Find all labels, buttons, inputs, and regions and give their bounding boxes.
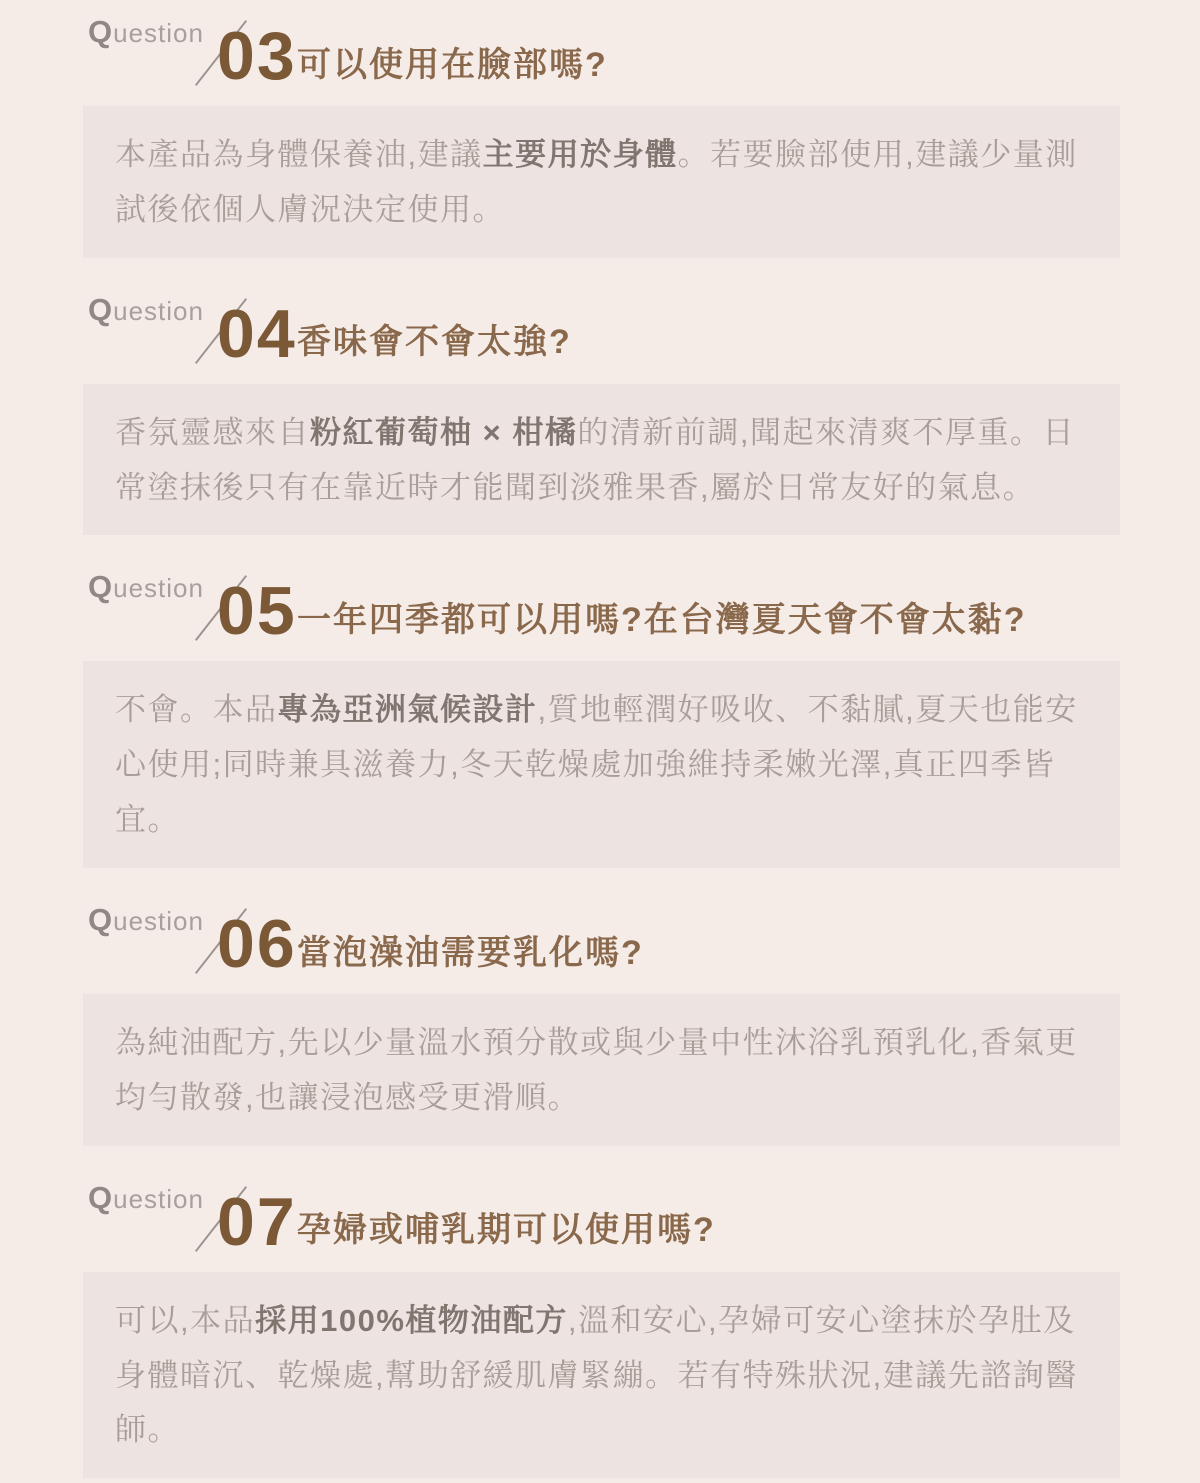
answer-panel bbox=[83, 106, 1120, 258]
question-label bbox=[88, 1180, 204, 1216]
question-label bbox=[88, 902, 204, 938]
answer-segment: 。若要臉部使用,建議少量測試後依個人膚況決定使用。 bbox=[115, 137, 1078, 227]
answer-segment: 的清新前調,聞起來清爽不厚重。日常塗抹後只有在靠近時才能聞到淡雅果香,屬於日常友好的氣息。 bbox=[115, 414, 1075, 505]
faq-item bbox=[83, 292, 1120, 536]
faq-item bbox=[83, 14, 1120, 258]
faq-item bbox=[83, 1180, 1120, 1479]
question-number: 04 bbox=[217, 295, 297, 372]
question-title: 當泡澡油需要乳化嗎? bbox=[297, 933, 644, 972]
question-label-rest: uestion bbox=[113, 18, 204, 48]
answer-segment: ,質地輕潤好吸收、不黏膩,夏天也能安心使用;同時兼具滋養力,冬天乾燥處加強維持柔嫩光澤,真正四季皆宜。 bbox=[115, 692, 1078, 838]
faq-item bbox=[83, 902, 1120, 1146]
answer-segment: 香氛靈感來自 bbox=[115, 414, 310, 450]
answer-text bbox=[115, 128, 1090, 238]
question-label-initial: Q bbox=[88, 569, 114, 605]
answer-panel bbox=[83, 384, 1120, 536]
question-number: 05 bbox=[217, 573, 297, 650]
question-title: 孕婦或哺乳期可以使用嗎? bbox=[297, 1211, 716, 1250]
question-label-rest: uestion bbox=[113, 1183, 204, 1214]
question-number: 03 bbox=[217, 18, 297, 94]
question-label-initial: Q bbox=[88, 902, 114, 938]
question-label-rest: uestion bbox=[113, 906, 204, 937]
faq-question-header bbox=[88, 902, 1120, 983]
answer-text bbox=[115, 406, 1090, 516]
question-label bbox=[88, 569, 204, 605]
question-label bbox=[88, 14, 204, 50]
answer-bold-segment: 專為亞洲氣候設計 bbox=[277, 692, 538, 728]
answer-panel bbox=[83, 661, 1120, 868]
answer-text bbox=[115, 1016, 1090, 1126]
faq-question-header bbox=[88, 291, 1120, 372]
answer-text bbox=[115, 683, 1090, 848]
question-number: 07 bbox=[217, 1183, 297, 1260]
answer-segment: 本產品為身體保養油,建議 bbox=[115, 137, 483, 172]
faq-item bbox=[83, 569, 1120, 868]
faq-question-header bbox=[88, 569, 1120, 650]
question-title: 可以使用在臉部嗎? bbox=[297, 45, 608, 84]
answer-bold-segment: 採用100%植物油配方 bbox=[255, 1302, 568, 1338]
answer-panel bbox=[83, 1272, 1120, 1479]
question-label bbox=[88, 292, 204, 328]
question-label-initial: Q bbox=[88, 291, 114, 327]
answer-text bbox=[115, 1294, 1090, 1459]
question-number: 06 bbox=[217, 906, 297, 983]
question-label-rest: uestion bbox=[113, 573, 204, 604]
question-label-initial: Q bbox=[88, 1179, 114, 1215]
answer-segment: 可以,本品 bbox=[115, 1302, 256, 1338]
question-title: 香味會不會太強? bbox=[297, 323, 572, 362]
question-label-initial: Q bbox=[88, 14, 114, 49]
answer-bold-segment: 粉紅葡萄柚 × 柑橘 bbox=[310, 414, 578, 450]
answer-segment: ,溫和安心,孕婦可安心塗抹於孕肚及身體暗沉、乾燥處,幫助舒緩肌膚緊繃。若有特殊狀況,建議先諮詢醫師。 bbox=[115, 1302, 1078, 1448]
answer-segment: 為純油配方,先以少量溫水預分散或與少量中性沐浴乳預乳化,香氣更均勻散發,也讓浸泡感受更滑順。 bbox=[115, 1025, 1078, 1115]
faq-question-header bbox=[88, 14, 1120, 94]
faq-question-header bbox=[88, 1179, 1120, 1260]
question-title: 一年四季都可以用嗎?在台灣夏天會不會太黏? bbox=[297, 601, 1027, 640]
answer-segment: 不會。本品 bbox=[115, 692, 278, 728]
answer-bold-segment: 主要用於身體 bbox=[482, 137, 678, 172]
question-label-rest: uestion bbox=[113, 295, 204, 326]
answer-panel bbox=[83, 994, 1120, 1146]
